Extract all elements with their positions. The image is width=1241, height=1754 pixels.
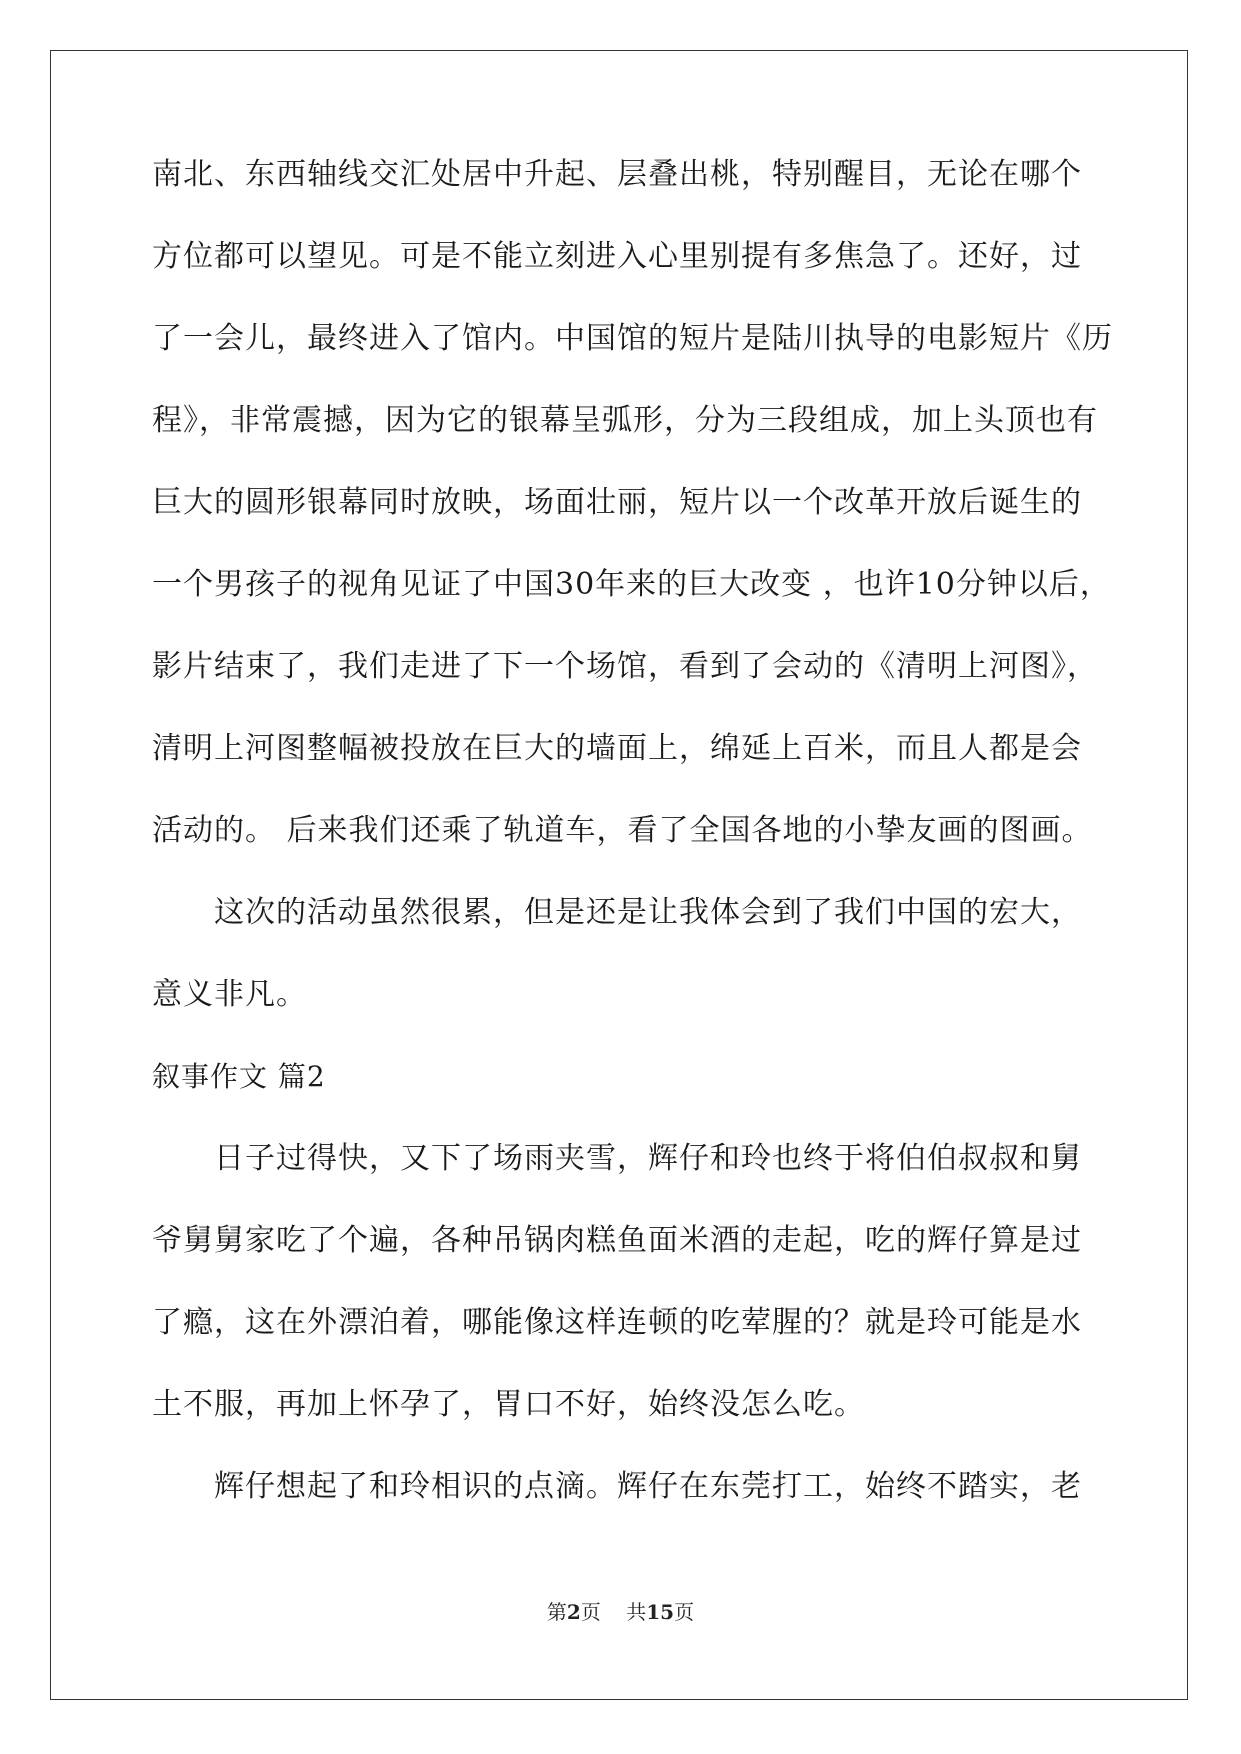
text-line: 了一会儿，最终进入了馆内。中国馆的短片是陆川执导的电影短片《历 bbox=[152, 321, 1113, 356]
text-line: 清明上河图整幅被投放在巨大的墙面上，绵延上百米，而且人都是会 bbox=[152, 731, 1082, 766]
document-body bbox=[152, 157, 1113, 1554]
section-heading: 叙事作文 篇2 bbox=[152, 1060, 326, 1093]
text-line: 巨大的圆形银幕同时放映，场面壮丽，短片以一个改革开放后诞生的 bbox=[152, 485, 1082, 520]
page-prefix: 第 bbox=[546, 1600, 567, 1624]
text-line: 辉仔想起了和玲相识的点滴。辉仔在东莞打工，始终不踏实，老 bbox=[152, 1469, 1082, 1504]
text-line: 土不服，再加上怀孕了，胃口不好，始终没怎么吃。 bbox=[152, 1387, 865, 1422]
text-line: 活动的。 后来我们还乘了轨道车，看了全国各地的小挚友画的图画。 bbox=[152, 813, 1093, 848]
page-number: 2 bbox=[566, 1600, 581, 1624]
page-suffix: 页 bbox=[580, 1600, 601, 1624]
text-line: 影片结束了，我们走进了下一个场馆，看到了会动的《清明上河图》， bbox=[152, 649, 1098, 684]
page-footer bbox=[0, 1596, 1241, 1625]
total-pages: 15 bbox=[646, 1600, 675, 1624]
total-prefix: 共 bbox=[626, 1600, 647, 1624]
text-line: 方位都可以望见。可是不能立刻进入心里别提有多焦急了。还好，过 bbox=[152, 239, 1082, 274]
total-suffix: 页 bbox=[674, 1600, 695, 1624]
text-line: 意义非凡。 bbox=[152, 977, 307, 1012]
text-line: 日子过得快，又下了场雨夹雪，辉仔和玲也终于将伯伯叔叔和舅 bbox=[152, 1141, 1082, 1176]
text-line: 了瘾，这在外漂泊着，哪能像这样连顿的吃荤腥的？就是玲可能是水 bbox=[152, 1305, 1082, 1340]
text-line: 程》，非常震撼，因为它的银幕呈弧形，分为三段组成，加上头顶也有 bbox=[152, 403, 1098, 438]
text-line: 爷舅舅家吃了个遍，各种吊锅肉糕鱼面米酒的走起，吃的辉仔算是过 bbox=[152, 1223, 1082, 1258]
text-line: 这次的活动虽然很累，但是还是让我体会到了我们中国的宏大， bbox=[152, 895, 1082, 930]
text-line: 一个男孩子的视角见证了中国30年来的巨大改变 ，也许10分钟以后， bbox=[152, 567, 1111, 602]
text-line: 南北、东西轴线交汇处居中升起、层叠出桃，特别醒目，无论在哪个 bbox=[152, 157, 1082, 192]
